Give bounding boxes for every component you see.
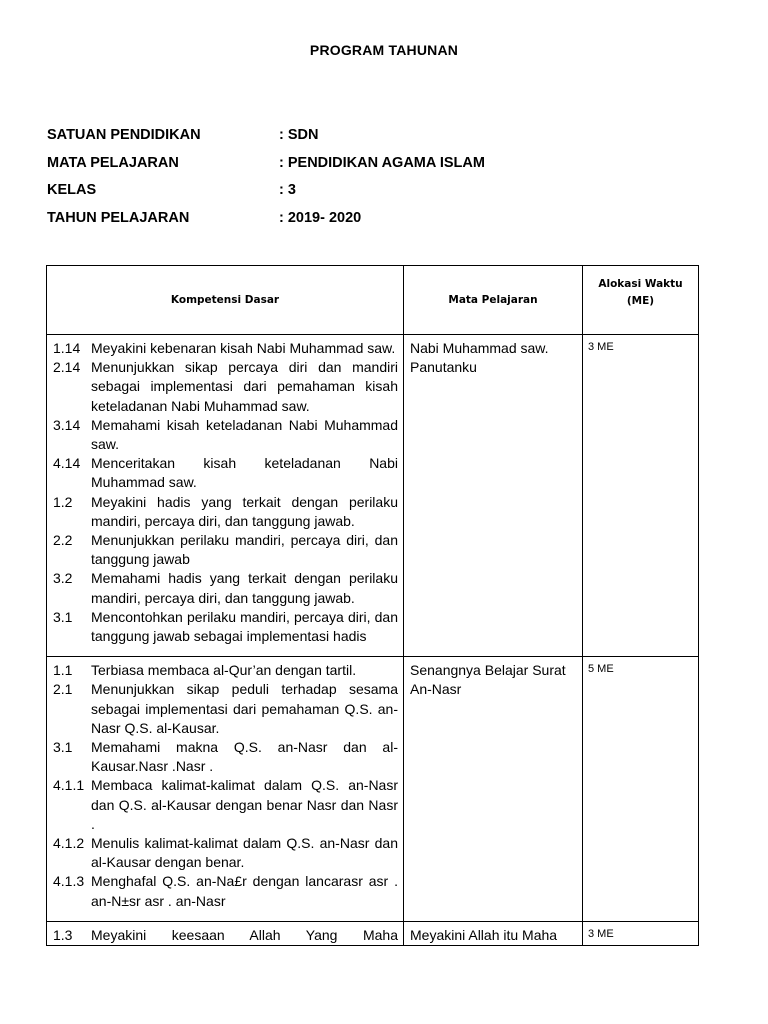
kd-text: Menunjukkan sikap peduli terhadap sesama sebagai implementasi dari pemahaman Q.S. an-Nasr Q.S. al-Kausar. bbox=[91, 681, 398, 736]
allocation-cell: 5 ME bbox=[583, 657, 699, 922]
kd-item bbox=[53, 454, 398, 492]
info-value: : 2019- 2020 bbox=[279, 209, 362, 226]
kd-number: 3.1 bbox=[53, 608, 73, 625]
info-row-mapel bbox=[47, 153, 707, 181]
kd-text: Menunjukkan sikap percaya diri dan mandiri sebagai implementasi dari pemahaman kisah keteladanan Nabi Muhammad saw. bbox=[91, 359, 398, 414]
kd-item bbox=[53, 680, 398, 738]
info-block bbox=[47, 125, 707, 235]
kd-text: Memahami hadis yang terkait dengan perilaku mandiri, percaya diri, dan tanggung jawab. bbox=[91, 570, 398, 606]
kd-text: Meyakini hadis yang terkait dengan perilaku mandiri, percaya diri, dan tanggung jawab. bbox=[91, 493, 398, 529]
kd-item bbox=[53, 531, 398, 569]
info-value: : PENDIDIKAN AGAMA ISLAM bbox=[279, 154, 485, 171]
header-kompetensi-dasar: Kompetensi Dasar bbox=[47, 266, 404, 335]
info-value: : SDN bbox=[279, 127, 319, 143]
table-row bbox=[47, 657, 699, 922]
info-value: : 3 bbox=[279, 182, 296, 198]
info-row-tahun bbox=[47, 208, 707, 236]
page-title: PROGRAM TAHUNAN bbox=[309, 42, 459, 58]
kd-number: 4.1.1 bbox=[53, 777, 85, 794]
kd-cell bbox=[47, 657, 404, 922]
kd-text: Menghafal Q.S. an-Na£r dengan lancarasr asr . an-N±sr asr . an-Nasr bbox=[91, 873, 398, 909]
header-alokasi-waktu: Alokasi Waktu (ME) bbox=[583, 266, 699, 335]
kd-number: 3.14 bbox=[53, 416, 81, 433]
kd-item bbox=[53, 339, 398, 358]
info-row-satuan bbox=[47, 125, 707, 153]
header-mata-pelajaran: Mata Pelajaran bbox=[404, 266, 583, 335]
kd-item bbox=[53, 738, 398, 776]
subject-cell: Senangnya Belajar Surat An-Nasr bbox=[404, 657, 583, 922]
kd-item bbox=[53, 569, 398, 607]
kd-item bbox=[53, 776, 398, 834]
kd-text: Terbiasa membaca al-Qur’an dengan tartil. bbox=[91, 662, 357, 679]
table-row bbox=[47, 335, 699, 657]
kd-item bbox=[53, 661, 398, 680]
subject-cell: Meyakini Allah itu Maha bbox=[404, 921, 583, 945]
info-label: SATUAN PENDIDIKAN bbox=[47, 127, 201, 143]
allocation-cell: 3 ME bbox=[583, 921, 699, 945]
kd-number: 2.2 bbox=[53, 532, 73, 549]
table-row bbox=[47, 921, 699, 945]
kd-number: 4.1.2 bbox=[53, 835, 85, 852]
kd-number: 1.14 bbox=[53, 340, 81, 356]
kd-number: 3.2 bbox=[53, 570, 73, 587]
info-label: KELAS bbox=[47, 182, 97, 198]
kd-item bbox=[53, 416, 398, 454]
kd-cell bbox=[47, 335, 404, 657]
kd-text: Menulis kalimat-kalimat dalam Q.S. an-Nasr dan al-Kausar dengan benar. bbox=[91, 835, 398, 871]
info-label: MATA PELAJARAN bbox=[47, 154, 179, 171]
kd-item bbox=[53, 834, 398, 872]
kd-text: Meyakini kebenaran kisah Nabi Muhammad saw. bbox=[91, 340, 396, 356]
kd-number: 1.1 bbox=[53, 662, 73, 679]
kd-number: 4.14 bbox=[53, 455, 81, 472]
kd-text: Memahami kisah keteladanan Nabi Muhammad saw. bbox=[91, 416, 398, 453]
kd-number: 1.3 bbox=[53, 926, 73, 943]
kd-item bbox=[53, 872, 398, 910]
kd-item bbox=[53, 358, 398, 416]
kd-item bbox=[53, 608, 398, 646]
allocation-cell: 3 ME bbox=[583, 335, 699, 657]
kd-number: 4.1.3 bbox=[53, 873, 85, 890]
subject-cell: Nabi Muhammad saw. Panutanku bbox=[404, 335, 583, 657]
table-header-row bbox=[47, 266, 699, 335]
kd-text: Menunjukkan perilaku mandiri, percaya diri, dan tanggung jawab bbox=[91, 532, 398, 568]
info-row-kelas bbox=[47, 180, 707, 208]
kd-text: Menceritakan kisah keteladanan Nabi Muhammad saw. bbox=[91, 455, 398, 491]
kd-text: Memahami makna Q.S. an-Nasr dan al-Kausar.Nasr .Nasr . bbox=[91, 739, 398, 775]
kd-text: Mencontohkan perilaku mandiri, percaya diri, dan tanggung jawab sebagai implementasi hadis bbox=[91, 608, 398, 645]
kd-text: Membaca kalimat-kalimat dalam Q.S. an-Nasr dan Q.S. al-Kausar dengan benar Nasr dan Nasr . bbox=[91, 777, 398, 832]
kd-number: 2.1 bbox=[53, 681, 73, 698]
kd-item bbox=[53, 926, 398, 945]
kd-cell bbox=[47, 921, 404, 945]
kd-text: Meyakini keesaan Allah Yang Maha bbox=[91, 926, 398, 943]
program-table bbox=[46, 265, 699, 946]
kd-number: 1.2 bbox=[53, 493, 73, 510]
kd-number: 2.14 bbox=[53, 359, 81, 376]
kd-item bbox=[53, 493, 398, 531]
info-label: TAHUN PELAJARAN bbox=[47, 209, 190, 226]
kd-number: 3.1 bbox=[53, 739, 73, 756]
